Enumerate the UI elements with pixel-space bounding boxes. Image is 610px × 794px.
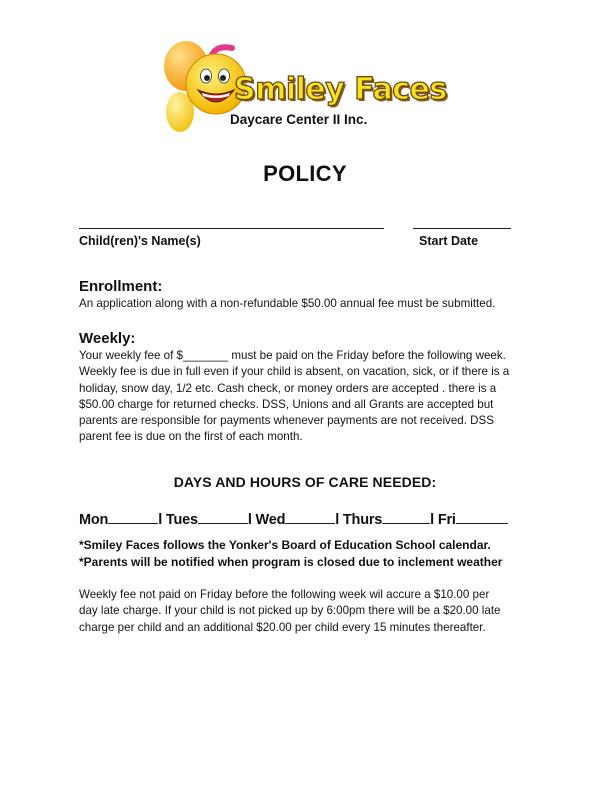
start-date-label: Start Date: [419, 234, 479, 248]
days-row: [79, 511, 508, 528]
brand-subtitle: Daycare Center II Inc.: [230, 112, 368, 127]
weekly-line: $50.00 charge for returned checks. DSS, Unions and all Grants are accepted but: [79, 397, 494, 411]
calendar-note: *Smiley Faces follows the Yonker's Board of Education School calendar.: [79, 538, 491, 552]
day-tues: l Tues: [158, 512, 198, 528]
late-fee-line: charge per child and an additional $20.00 per child every 15 minutes thereafter.: [79, 620, 486, 634]
weekly-line: Weekly fee is due in full even if your child is absent, on vacation, sick, or if there is a: [79, 365, 510, 379]
day-mon: Mon: [79, 512, 109, 528]
weekly-line: holiday, snow day, 1/2 etc. Cash check, or money orders are accepted . there is a: [79, 381, 497, 395]
logo: [162, 38, 447, 138]
weekly-line: parent fee is due on the first of each month.: [79, 430, 303, 444]
day-wed: l Wed: [247, 512, 286, 528]
enrollment-line: An application along with a non-refundable $50.00 annual fee must be submitted.: [79, 297, 496, 310]
tues-hours-field[interactable]: [198, 511, 248, 524]
fri-hours-field[interactable]: [456, 511, 508, 524]
mon-hours-field[interactable]: [108, 511, 158, 524]
weekly-text: [79, 348, 549, 446]
children-names-field[interactable]: [79, 228, 384, 229]
thurs-hours-field[interactable]: [382, 511, 430, 524]
brand-name: Smiley Faces: [234, 72, 447, 107]
start-date-field[interactable]: [413, 228, 511, 229]
wed-hours-field[interactable]: [285, 511, 335, 524]
enrollment-heading: Enrollment:: [79, 278, 163, 295]
children-names-label: Child(ren)'s Name(s): [79, 234, 201, 248]
enrollment-text: [79, 296, 549, 312]
weekly-line: parents are responsible for payments whenever payments are not received. DSS: [79, 414, 495, 428]
day-fri: l Fri: [430, 512, 456, 528]
care-heading: DAYS AND HOURS OF CARE NEEDED:: [173, 474, 437, 490]
closure-note: *Parents will be notified when program is closed due to inclement weather: [79, 555, 503, 569]
weekly-line: Your weekly fee of $_______ must be paid on the Friday before the following week.: [79, 349, 506, 362]
weekly-heading: Weekly:: [79, 330, 136, 347]
page-title: POLICY: [263, 161, 347, 186]
day-thurs: l Thurs: [335, 512, 383, 528]
late-fee-line: Weekly fee not paid on Friday before the following week wil accure a $10.00 per: [79, 588, 490, 601]
late-fee-text: [79, 587, 549, 636]
late-fee-line: day late charge. If your child is not picked up by 6:00pm there will be a $20.00 late: [79, 604, 501, 618]
